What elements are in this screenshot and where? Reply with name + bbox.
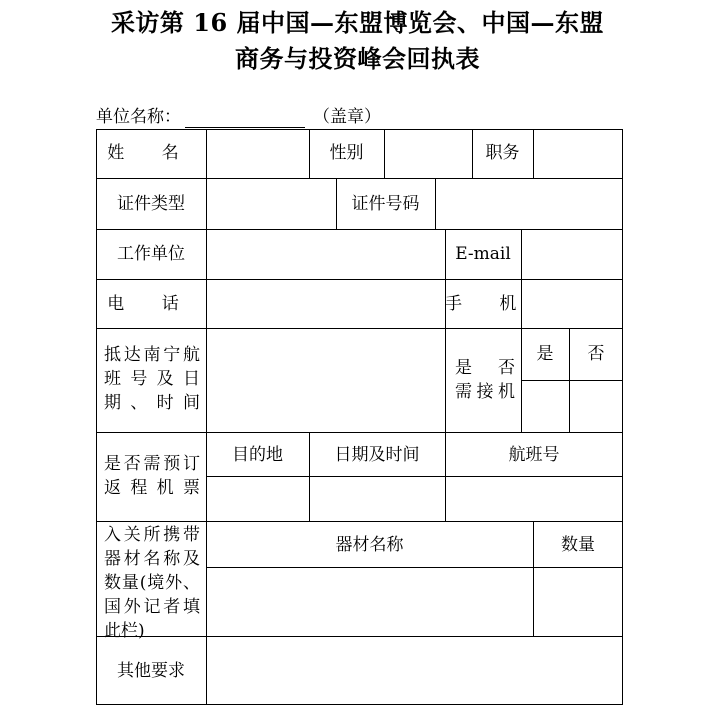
equipment-label — [104, 523, 200, 643]
form-title-line1: 采访第 16 届中国—东盟博览会、中国—东盟 — [110, 8, 605, 37]
mobile-label: 手 机 — [445, 294, 533, 314]
return-ticket-line2: 返程机票 — [104, 478, 200, 498]
unit-name-label: 单位名称： — [96, 107, 181, 127]
return-ticket-label — [104, 452, 200, 500]
employer-label: 工作单位 — [117, 244, 185, 264]
email-label: E-mail — [455, 244, 511, 264]
destination-label: 目的地 — [232, 445, 283, 465]
flight-number-label: 航班号 — [508, 445, 560, 465]
arrival-flight-line3: 期、时间 — [104, 393, 200, 413]
other-requirements-label: 其他要求 — [117, 661, 185, 681]
row-line-1 — [96, 178, 623, 179]
pickup-no-label: 否 — [587, 344, 605, 364]
return-split-line — [206, 476, 623, 477]
r3-line-b — [521, 229, 522, 432]
arrival-flight-line2: 班号及日 — [104, 369, 200, 389]
row-line-5 — [96, 432, 623, 433]
arrival-flight-line1: 抵达南宁航 — [104, 345, 200, 365]
phone-label: 电 话 — [107, 294, 195, 314]
equipment-line5: 此栏) — [104, 621, 145, 641]
return-ticket-line1: 是否需预订 — [104, 454, 200, 474]
equipment-line3: 数量(境外、 — [104, 573, 200, 593]
row-line-2 — [96, 229, 623, 230]
position-label: 职务 — [485, 143, 520, 163]
date-time-label: 日期及时间 — [334, 445, 420, 465]
unit-stamp-label: （盖章） — [313, 107, 381, 127]
equipment-line4: 国外记者填 — [104, 597, 200, 617]
quantity-label: 数量 — [561, 535, 595, 555]
r1-line-d — [533, 129, 534, 178]
row-line-4 — [96, 328, 623, 329]
pickup-needed-label — [455, 356, 515, 404]
unit-name-field[interactable] — [185, 111, 305, 128]
row-line-3 — [96, 279, 623, 280]
r2-line-b — [435, 178, 436, 229]
arrival-flight-label — [104, 343, 200, 415]
gender-label: 性别 — [329, 143, 364, 163]
name-label: 姓 名 — [107, 143, 195, 163]
id-type-label: 证件类型 — [117, 194, 185, 214]
pickup-needed-line2: 需接机 — [455, 382, 515, 402]
equipment-name-label: 器材名称 — [335, 535, 404, 555]
equipment-line1: 入关所携带 — [104, 525, 200, 545]
row-line-6 — [96, 521, 623, 522]
form-title-line2: 商务与投资峰会回执表 — [235, 44, 480, 73]
equip-split-line — [206, 567, 623, 568]
pickup-needed-line1: 是 否 — [455, 358, 515, 378]
id-number-label: 证件号码 — [351, 194, 420, 214]
pickup-yes-label: 是 — [536, 344, 554, 364]
pickup-split-line — [521, 380, 623, 381]
r1-line-b — [384, 129, 385, 178]
label-column-line — [206, 129, 207, 705]
equipment-line2: 器材名称及 — [104, 549, 200, 569]
unit-name-row — [96, 106, 381, 128]
